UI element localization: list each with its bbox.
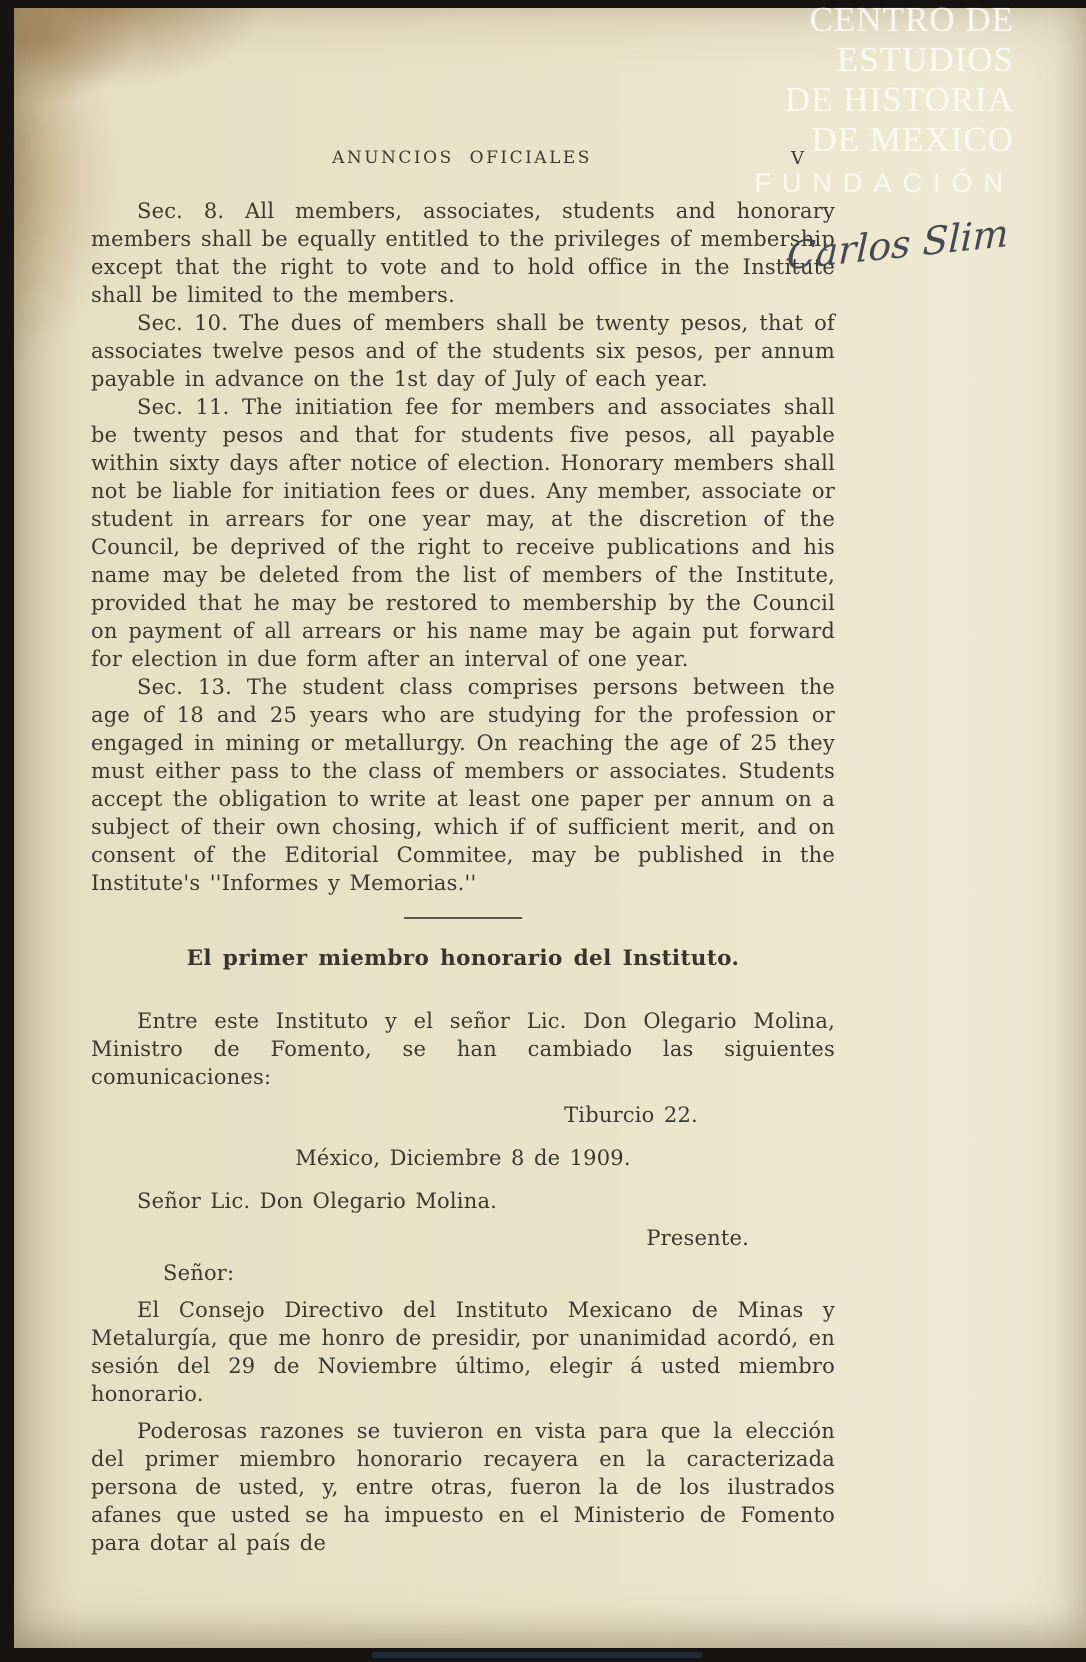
section-heading: El primer miembro honorario del Instituto.: [186, 946, 740, 971]
page-text-column: [91, 197, 835, 1557]
paragraph-sec-11: Sec. 11. The initiation fee for members and associates shall be twenty pesos and that for students five pesos, all payable within sixty days after notice of election. Honorary members shall not be liable for initiation fees or dues. Any member, associate or student in arrears for one year may, at the discretion of the Council, be deprived of the right to receive publications and his name may be deleted from the list of members of the Institute, provided that he may be restored to membership by the Council on payment of all arrears or his name may be again put forward for election in due form after an interval of one year.: [91, 395, 835, 671]
paragraph-sec-8: Sec. 8. All members, associates, students and honorary members shall be equally entitled to the privileges of membership except that the right to vote and to hold office in the Institute shall be limited to the members.: [91, 199, 835, 307]
letter-paragraph-2: Poderosas razones se tuvieron en vista para que la elección del primer miembro honorario recayera en la caracterizada persona de usted, y, entre otras, fueron la de los ilustrados afanes que usted se ha impuesto en el Ministerio de Fomento para dotar al país de: [91, 1419, 835, 1555]
paragraph-sec-10: Sec. 10. The dues of members shall be twenty pesos, that of associates twelve pesos and of the students six pesos, per annum payable in advance on the 1st day of July of each year.: [91, 311, 835, 391]
letter-recipient-line: Señor Lic. Don Olegario Molina.: [137, 1189, 498, 1213]
letter-intro: Entre este Instituto y el señor Lic. Don Olegario Molina, Ministro de Fomento, se han cambiado las siguientes comunicaciones:: [91, 1009, 835, 1089]
running-title: ANUNCIOS OFICIALES: [332, 148, 592, 168]
running-head: [91, 148, 833, 168]
watermark-signature: Carlos Slim: [785, 210, 1009, 279]
page-number: V: [791, 148, 805, 169]
letter-salutation: Señor:: [163, 1261, 235, 1285]
letter-address-line: Tiburcio 22.: [564, 1103, 698, 1127]
watermark-line: CENTRO DE: [809, 0, 1014, 39]
paragraph-sec-13: Sec. 13. The student class comprises persons between the age of 18 and 25 years who are studying for the profession or engaged in mining or metallurgy. On reaching the age of 25 they must either pass to the class of members or associates. Students accept the obligation to write at least one paper per annum on a subject of their own chosing, which if of sufficient merit, and on consent of the Editorial Commitee, may be published in the Institute's ''Informes y Memorias.'': [91, 675, 835, 895]
letter-presente-line: Presente.: [646, 1226, 749, 1250]
watermark-foundation: FUNDACIÓN: [754, 168, 1014, 198]
watermark-line: ESTUDIOS: [836, 40, 1014, 79]
letter-date-line: México, Diciembre 8 de 1909.: [295, 1146, 631, 1170]
scan-artifact: [372, 1652, 702, 1658]
watermark-line: DE HISTORIA: [784, 80, 1014, 119]
letter-paragraph-1: El Consejo Directivo del Instituto Mexicano de Minas y Metalurgía, que me honro de presidir, por unanimidad acordó, en sesión del 29 de Noviembre último, elegir á usted miembro honorario.: [91, 1298, 835, 1406]
watermark-line: DE MEXICO: [811, 120, 1014, 159]
section-divider: [404, 917, 522, 919]
